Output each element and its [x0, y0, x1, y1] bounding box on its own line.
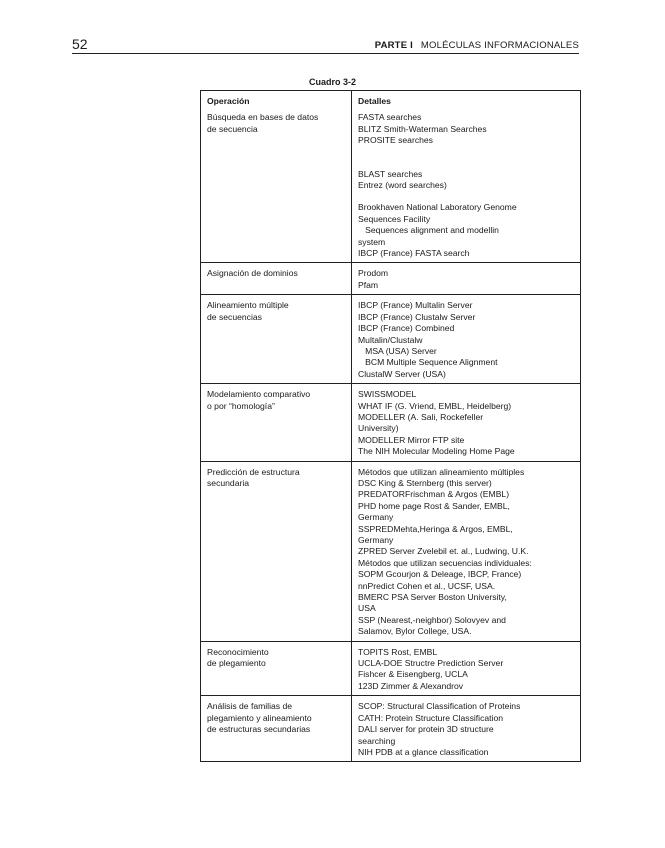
table-body: [201, 107, 581, 761]
detail-line: CATH: Protein Structure Classification: [358, 712, 504, 723]
spacer: [358, 191, 574, 202]
chapter-title: MOLÉCULAS INFORMACIONALES: [420, 40, 579, 51]
detail-line: FASTA searches: [358, 112, 422, 123]
detail-line: TOPITS Rost, EMBL: [358, 646, 438, 657]
detail-line: PREDATORFrischman & Argos (EMBL): [358, 489, 510, 500]
details-cell: [352, 295, 581, 384]
table-header-row: [201, 91, 581, 108]
detail-line: SOPM Gcourjon & Deleage, IBCP, France): [358, 569, 522, 580]
operation-line: de secuencias: [207, 311, 262, 322]
table-row: [201, 461, 581, 641]
spacer: [358, 147, 574, 169]
detail-line: Brookhaven National Laboratory Genome: [358, 202, 517, 213]
table-row: [201, 295, 581, 384]
operation-line: Asignación de dominios: [207, 268, 298, 279]
detail-line: Salamov, Bylor College, USA.: [358, 626, 472, 637]
operation-line: Alineamiento múltiple: [207, 300, 289, 311]
detail-line: SSPREDMehta,Heringa & Argos, EMBL,: [358, 523, 513, 534]
table-caption: Cuadro 3-2: [308, 77, 356, 87]
part-label: PARTE I: [374, 40, 413, 51]
detail-line: Prodom: [358, 268, 389, 279]
operation-cell: [201, 641, 352, 696]
detail-line: Germany: [358, 512, 394, 523]
operation-line: o por “homología”: [207, 400, 275, 411]
detail-line: BCM Multiple Sequence Alignment: [358, 357, 498, 368]
details-cell: [352, 641, 581, 696]
operation-line: plegamiento y alineamiento: [207, 712, 312, 723]
table-row: [201, 384, 581, 461]
detail-line: nnPredict Cohen et al., UCSF, USA.: [358, 580, 496, 591]
table-row: [201, 696, 581, 762]
detail-line: MSA (USA) Server: [358, 345, 437, 356]
detail-line: SCOP: Structural Classification of Proteins: [358, 701, 521, 712]
detail-line: ZPRED Server Zvelebil et. al., Ludwing, U.K.: [358, 546, 529, 557]
details-cell: [352, 384, 581, 461]
detail-line: system: [358, 236, 386, 247]
detail-line: Métodos que utilizan secuencias individuales:: [358, 557, 532, 568]
detail-line: DALI server for protein 3D structure: [358, 724, 494, 735]
details-cell: [352, 107, 581, 263]
detail-line: ClustalW Server (USA): [358, 368, 446, 379]
operation-line: de secuencia: [207, 123, 258, 134]
detail-line: NIH PDB at a glance classification: [358, 746, 489, 757]
detail-line: WHAT IF (G. Vriend, EMBL, Heidelberg): [358, 400, 512, 411]
operation-cell: [201, 263, 352, 295]
detail-line: SWISSMODEL: [358, 389, 417, 400]
operation-cell: [201, 384, 352, 461]
operation-line: de plegamiento: [207, 658, 266, 669]
detail-line: Pfam: [358, 279, 379, 290]
running-head: [375, 40, 579, 51]
detail-line: IBCP (France) Multalin Server: [358, 300, 473, 311]
detail-line: USA: [358, 603, 376, 614]
table-row: [201, 263, 581, 295]
detail-line: Métodos que utilizan alineamiento múltiples: [358, 466, 525, 477]
operation-cell: [201, 696, 352, 762]
operation-line: Predicción de estructura: [207, 466, 300, 477]
detail-line: 123D Zimmer & Alexandrov: [358, 680, 464, 691]
detail-line: PHD home page Rost & Sander, EMBL,: [358, 500, 510, 511]
detail-line: BLAST searches: [358, 168, 423, 179]
detail-line: Sequences alignment and modellin: [358, 225, 499, 236]
detail-line: Sequences Facility: [358, 213, 431, 224]
detail-line: University): [358, 423, 399, 434]
page-number: 52: [72, 36, 88, 52]
operation-cell: [201, 295, 352, 384]
detail-line: Fishcer & Eisengberg, UCLA: [358, 669, 468, 680]
operation-cell: [201, 107, 352, 263]
detail-line: The NIH Molecular Modeling Home Page: [358, 446, 515, 457]
detail-line: SSP (Nearest,-neighbor) Solovyev and: [358, 614, 506, 625]
detail-line: Germany: [358, 535, 394, 545]
operation-line: Reconocimiento: [207, 646, 269, 657]
detail-line: UCLA-DOE Structre Prediction Server: [358, 658, 504, 669]
details-cell: [352, 461, 581, 641]
details-cell: [352, 696, 581, 762]
details-cell: [352, 263, 581, 295]
detail-line: BMERC PSA Server Boston University,: [358, 592, 507, 603]
detail-line: PROSITE searches: [358, 135, 433, 146]
operation-line: Modelamiento comparativo: [207, 389, 311, 400]
detail-line: DSC King & Sternberg (this server): [358, 477, 492, 488]
operation-line: Búsqueda en bases de datos: [207, 112, 319, 123]
detail-line: Multalin/Clustalw: [358, 334, 423, 345]
table-row: [201, 641, 581, 696]
header-rule: [72, 53, 579, 54]
column-header-details: Detalles: [352, 91, 581, 108]
detail-line: BLITZ Smith-Waterman Searches: [358, 123, 487, 134]
column-header-operation: Operación: [201, 91, 352, 108]
operation-line: Análisis de familias de: [207, 701, 293, 712]
detail-line: MODELLER Mirror FTP site: [358, 434, 465, 445]
operation-line: secundaria: [207, 477, 250, 488]
operation-cell: [201, 461, 352, 641]
detail-line: MODELLER (A. Sali, Rockefeller: [358, 411, 484, 422]
detail-line: IBCP (France) Combined: [358, 323, 455, 334]
operation-line: de estructuras secundarias: [207, 724, 311, 735]
detail-line: IBCP (France) FASTA search: [358, 248, 470, 259]
detail-line: IBCP (France) Clustalw Server: [358, 311, 476, 322]
detail-line: Entrez (word searches): [358, 180, 447, 191]
table-row: [201, 107, 581, 263]
detail-line: searching: [358, 735, 396, 746]
services-table: [200, 90, 581, 762]
